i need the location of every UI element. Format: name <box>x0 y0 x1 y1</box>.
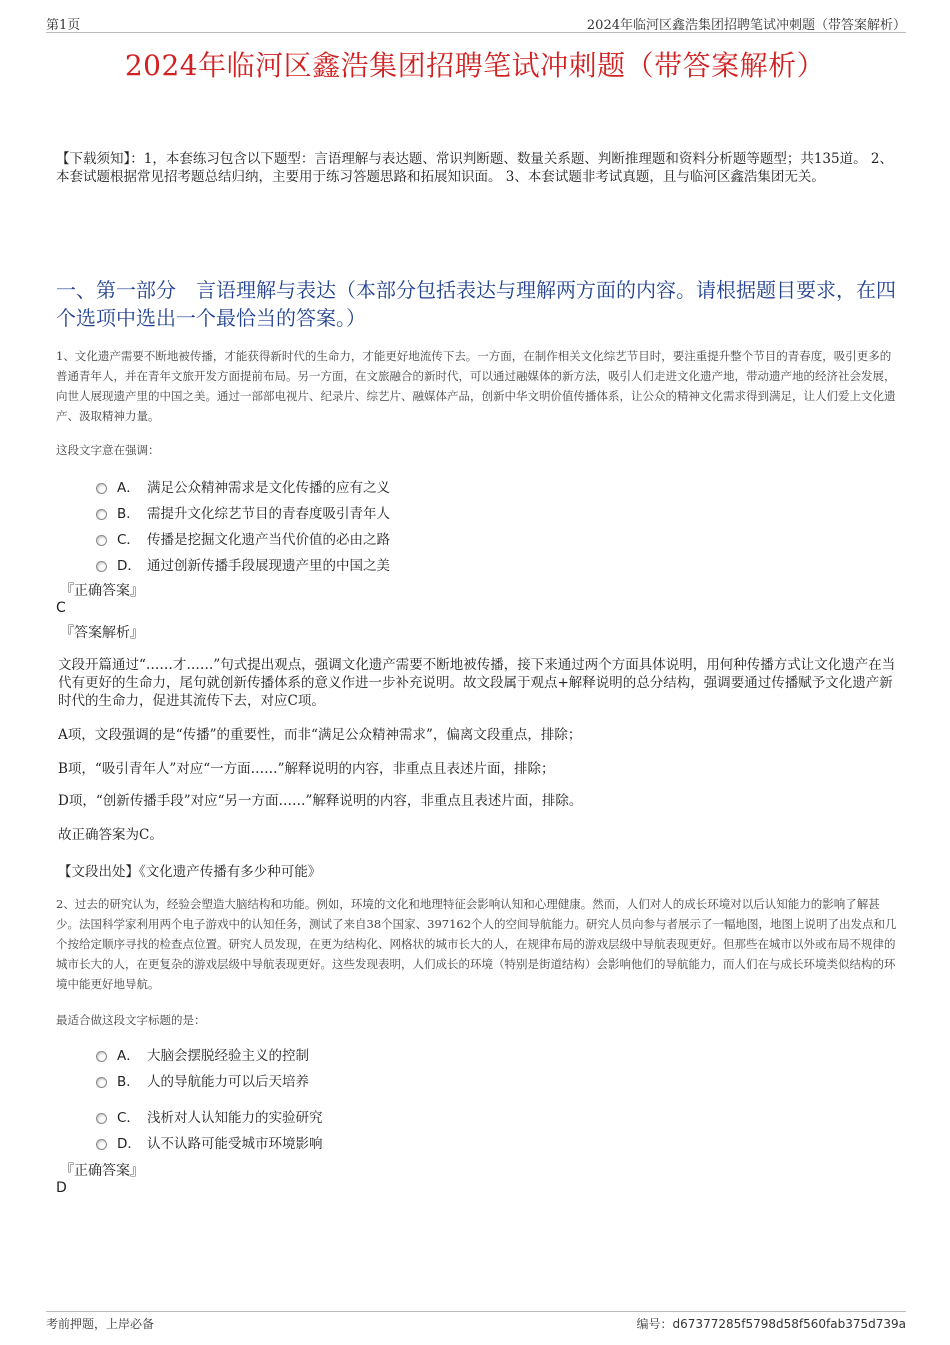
option-label: 浅析对人认知能力的实验研究 <box>147 1110 323 1126</box>
page-header-left: 第1页 <box>46 18 81 33</box>
question-1-text: 1、文化遗产需要不断地被传播，才能获得新时代的生命力，才能更好地流传下去。一方面，在制作相关文化综艺节目时，要注重提升整个节目的青春度，吸引更多的普通青年人，并在青年文旅开发方面提前布局。另一方面，在文旅融合的新时代，可以通过融媒体的新方法，吸引人们走进文化遗产地，带动遗产地的经济社会发展，向世人展现遗产里的中国之美。通过一部部电视片、纪录片、综艺片、融媒体产品，创新中华文明价值传播体系，让公众的精神文化需求得到满足，让人们爱上文化遗产、汲取精神力量。 <box>56 349 896 423</box>
option-letter: A． <box>117 1048 140 1064</box>
option-letter: D． <box>117 1136 141 1152</box>
option-letter: B． <box>117 1074 140 1090</box>
option-a[interactable] <box>96 1044 309 1064</box>
download-notice: 【下载须知】：1，本套练习包含以下题型：言语理解与表达题、常识判断题、数量关系题、判断推理题和资料分析题等题型；共135道。 2、本套试题根据常见招考题总结归纳，主要用于练习答题思路和拓展知识面。 3、本套试题非考试真题，且与临河区鑫浩集团无关。 <box>56 151 893 185</box>
header-divider <box>46 32 906 33</box>
option-letter: A． <box>117 480 140 496</box>
option-b[interactable] <box>96 502 390 522</box>
page-title: 2024年临河区鑫浩集团招聘笔试冲刺题（带答案解析） <box>124 49 826 82</box>
answer-label: 『正确答案』 <box>60 1163 144 1179</box>
analysis-paragraph: B项，“吸引青年人”对应“一方面……”解释说明的内容，非重点且表述片面，排除； <box>58 761 555 777</box>
analysis-label: 『答案解析』 <box>60 625 144 641</box>
analysis-paragraph: D项，“创新传播手段”对应“另一方面……”解释说明的内容，非重点且表述片面，排除。 <box>58 793 583 809</box>
option-b[interactable] <box>96 1070 309 1090</box>
footer-code <box>637 1315 906 1332</box>
option-label: 认不认路可能受城市环境影响 <box>147 1136 323 1152</box>
option-label: 满足公众精神需求是文化传播的应有之义 <box>147 480 390 496</box>
option-letter: B． <box>117 506 140 522</box>
option-d[interactable] <box>96 554 390 574</box>
answer-value: C <box>56 600 66 616</box>
analysis-paragraph: 文段开篇通过“……才……”句式提出观点，强调文化遗产需要不断地被传播，接下来通过两个方面具体说明，用何种传播方式让文化遗产在当代有更好的生命力，尾句就创新传播体系的意义作进一步补充说明。故文段属于观点+解释说明的总分结构，强调要通过传播赋予文化遗产新时代的生命力，促进其流传下去，对应C项。 <box>58 657 896 709</box>
option-label: 通过创新传播手段展现遗产里的中国之美 <box>147 558 390 574</box>
option-letter: D． <box>117 558 141 574</box>
radio-icon[interactable] <box>96 483 107 494</box>
answer-label: 『正确答案』 <box>60 583 144 599</box>
option-c[interactable] <box>96 1106 323 1126</box>
question-2-text: 2、过去的研究认为，经验会塑造大脑结构和功能。例如，环境的文化和地理特征会影响认知和心理健康。然而，人们对人的成长环境对以后认知能力的影响了解甚少。法国科学家利用两个电子游戏中的认知任务，测试了来自38个国家、397162个人的空间导航能力。研究人员向参与者展示了一幅地图，地图上说明了出发点和几个按给定顺序寻找的检查点位置。研究人员发现，在更为结构化、网格状的城市长大的人，在规律布局的游戏层级中导航表现更好。但那些在城市以外或布局不规律的城市长大的人，在更复杂的游戏层级中导航表现更好。这些发现表明，人们成长的环境（特别是街道结构）会影响他们的导航能力，而人们在与成长环境类似结构的环境中能更好地导航。 <box>56 897 897 991</box>
option-letter: C． <box>117 532 140 548</box>
radio-icon[interactable] <box>96 561 107 572</box>
option-label: 大脑会摆脱经验主义的控制 <box>147 1048 309 1064</box>
footer-code-value: d67377285f5798d58f560fab375d739a <box>672 1317 906 1331</box>
radio-icon[interactable] <box>96 535 107 546</box>
option-label: 传播是挖掘文化遗产当代价值的必由之路 <box>147 532 390 548</box>
section-title: 一、第一部分 言语理解与表达（本部分包括表达与理解两方面的内容。请根据题目要求，在四个选项中选出一个最恰当的答案。） <box>56 278 896 330</box>
source-note: 【文段出处】《文化遗产传播有多少种可能》 <box>58 864 322 880</box>
question-1-stem: 这段文字意在强调： <box>56 443 160 457</box>
question-2-stem: 最适合做这段文字标题的是： <box>56 1013 206 1027</box>
footer-code-label: 编号： <box>636 1317 673 1331</box>
option-a[interactable] <box>96 476 390 496</box>
analysis-paragraph: 故正确答案为C。 <box>58 827 163 843</box>
footer-divider <box>46 1311 906 1312</box>
option-label: 需提升文化综艺节目的青春度吸引青年人 <box>147 506 390 522</box>
page-header-right: 2024年临河区鑫浩集团招聘笔试冲刺题（带答案解析） <box>586 18 906 33</box>
option-d[interactable] <box>96 1132 323 1152</box>
option-c[interactable] <box>96 528 390 548</box>
radio-icon[interactable] <box>96 1051 107 1062</box>
option-label: 人的导航能力可以后天培养 <box>147 1074 309 1090</box>
radio-icon[interactable] <box>96 1113 107 1124</box>
radio-icon[interactable] <box>96 1139 107 1150</box>
analysis-paragraph: A项，文段强调的是“传播”的重要性，而非“满足公众精神需求”，偏离文段重点，排除； <box>58 727 582 743</box>
option-letter: C． <box>117 1110 140 1126</box>
radio-icon[interactable] <box>96 509 107 520</box>
footer-slogan: 考前押题，上岸必备 <box>46 1317 155 1331</box>
answer-value: D <box>56 1180 67 1196</box>
radio-icon[interactable] <box>96 1077 107 1088</box>
